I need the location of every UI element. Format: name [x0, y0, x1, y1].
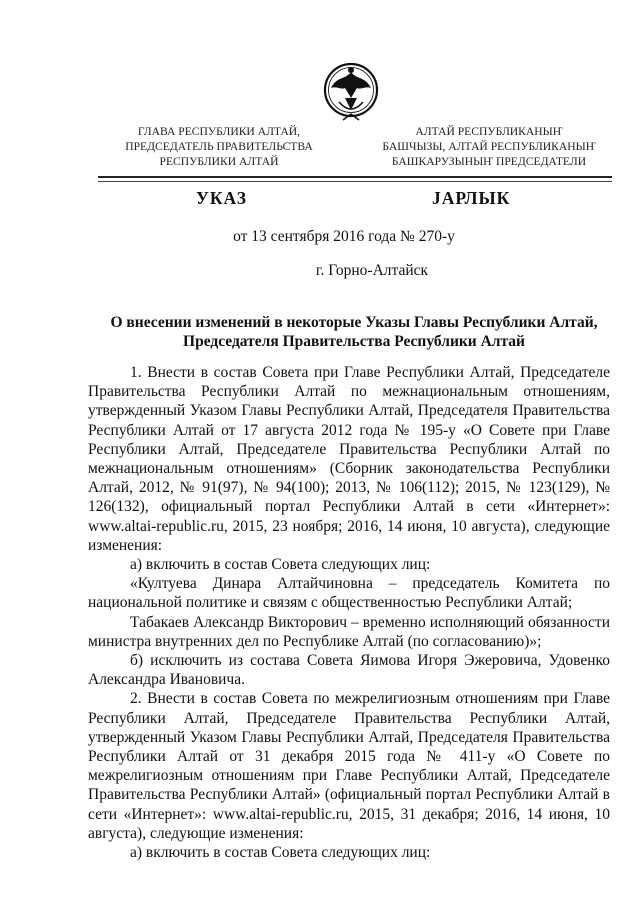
header-right-line: АЛТАЙ РЕСПУБЛИКАНЫҤ [415, 125, 563, 138]
decree-heading [96, 313, 612, 351]
body-paragraph: Табакаев Александр Викторович – временно исполняющий обязанности министра внутренних дел по Республике Алтай (по согласованию)»; [88, 613, 610, 650]
decree-title-ru: УКАЗ [196, 188, 247, 208]
altai-coat-of-arms-icon [323, 58, 379, 126]
header-right-line: БАШЧЫЗЫ, АЛТАЙ РЕСПУБЛИКАНЫҤ [382, 140, 596, 153]
body-paragraph: «Култуева Динара Алтайчиновна – председатель Комитета по национальной политике и связям с общественностью Республики Алтай; [88, 575, 610, 612]
decree-city: г. Горно-Алтайск [315, 262, 429, 279]
body-paragraph: б) исключить из состава Совета Яимова Игоря Эжеровича, Удовенко Александра Ивановича. [88, 652, 610, 689]
body-paragraph: 2. Внести в состав Совета по межрелигиозным отношениям при Главе Республики Алтай, Председателе Правительства Республики Алтай, утвержденный Указом Главы Республики Алтай, Председателя Правительства Республики Алтай от 31 декабря 2015 года № 411-у «О Совете по межрелигиозным отношениям при Главе Республики Алтай, Председателе Правительства Республики Алтай» (официальный портал Республики Алтай в сети «Интернет»: www.altai-republic.ru, 2015, 31 декабря; 2016, 14 июня, 10 августа), следующие изменения: [88, 690, 610, 842]
header-divider-thick [98, 176, 612, 178]
decree-title-alt: JАРЛЫК [432, 188, 511, 208]
body-paragraph: а) включить в состав Совета следующих лиц: [130, 844, 431, 862]
header-right-line: БАШКАРУЗЫНЫҤ ПРЕДСЕДАТЕЛИ [391, 155, 587, 168]
decree-date: от 13 сентября 2016 года № 270-у [233, 228, 455, 245]
heading-line: О внесении изменений в некоторые Указы Главы Республики Алтай, [110, 314, 598, 331]
heading-line: Председателя Правительства Республики Алтай [183, 333, 525, 350]
decree-body [88, 363, 610, 862]
header-left-line: ГЛАВА РЕСПУБЛИКИ АЛТАЙ, [137, 125, 301, 138]
header-left-line: ПРЕДСЕДАТЕЛЬ ПРАВИТЕЛЬСТВА [125, 140, 313, 153]
body-paragraph: а) включить в состав Совета следующих лиц: [130, 556, 431, 574]
header-right-title [364, 124, 614, 169]
header-divider-thin [98, 181, 612, 182]
header-left-title [104, 124, 334, 169]
body-paragraph: 1. Внести в состав Совета при Главе Республики Алтай, Председателе Правительства Республики Алтай по межнациональным отношениям, утвержденный Указом Главы Республики Алтай, Председателя Правительства Республики Алтай от 17 августа 2012 года № 195-у «О Совете при Главе Республики Алтай, Председателе Правительства Республики Алтай по межнациональным отношениям» (Сборник законодательства Республики Алтай, 2012, № 91(97), № 94(100); 2013, № 106(112); 2015, № 123(129), № 126(132), официальный портал Республики Алтай в сети «Интернет»: www.altai-republic.ru, 2015, 23 ноября; 2016, 14 июня, 10 августа), следующие изменения: [88, 364, 610, 554]
header-left-line: РЕСПУБЛИКИ АЛТАЙ [159, 155, 279, 168]
